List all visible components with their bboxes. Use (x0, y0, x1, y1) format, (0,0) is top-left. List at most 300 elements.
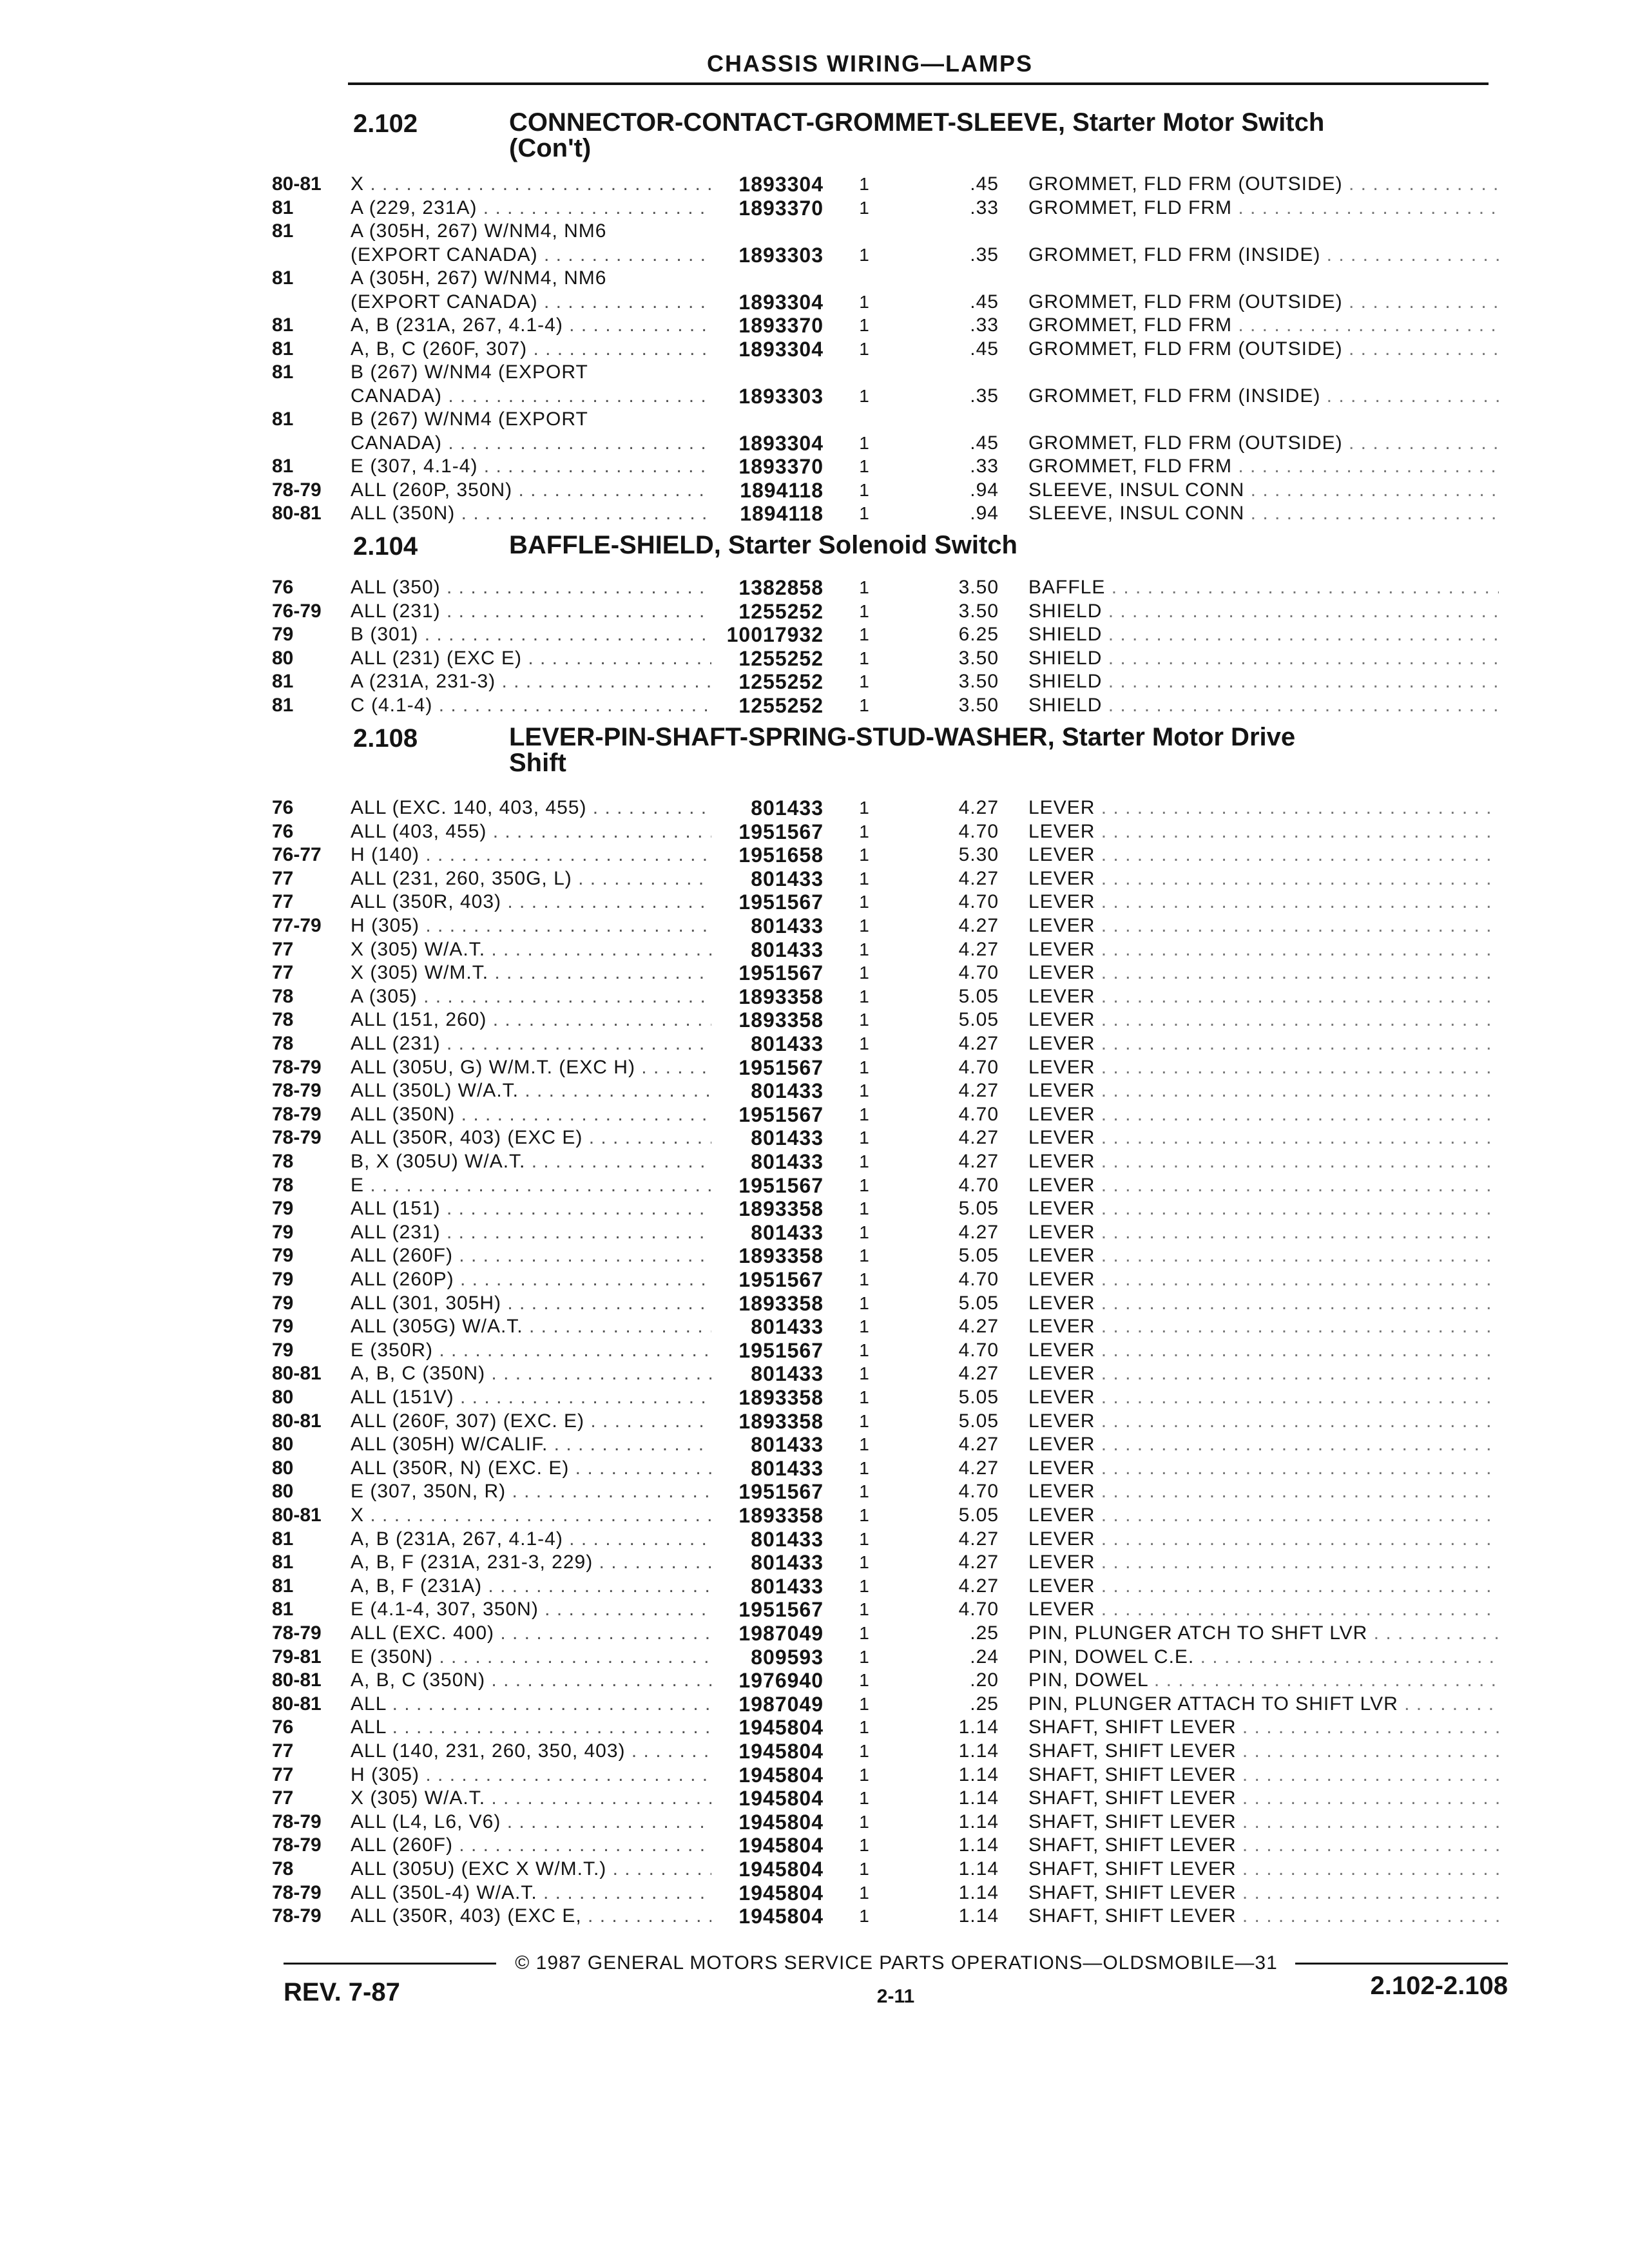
description: SHAFT, SHIFT LEVER . . . (1028, 1811, 1499, 1834)
quantity: 1 (859, 197, 869, 218)
table-row (0, 1386, 1629, 1409)
description: PIN, DOWEL C.E. . . . (1028, 1646, 1499, 1669)
application: A (229, 231A) . . . (351, 197, 711, 220)
table-row (0, 1528, 1629, 1551)
table-row (0, 502, 1629, 525)
quantity: 1 (859, 1269, 869, 1289)
model-years: 79 (272, 1198, 294, 1220)
table-row (0, 1056, 1629, 1079)
description: LEVER . . . (1028, 1315, 1499, 1338)
model-years: 77-79 (272, 915, 322, 936)
model-years: 76 (272, 577, 294, 598)
table-row (0, 1315, 1629, 1338)
price: .94 (970, 503, 999, 524)
application: ALL . . . (351, 1693, 711, 1716)
price: .24 (970, 1646, 999, 1667)
price: 4.70 (958, 891, 999, 913)
model-years: 80-81 (272, 1363, 322, 1385)
description: SHIELD . . . (1028, 694, 1499, 717)
quantity: 1 (859, 1151, 869, 1171)
part-number: 801433 (751, 1456, 824, 1480)
price: 4.27 (958, 1434, 999, 1456)
application: ALL (350R, N) (EXC. E) . . . (351, 1457, 711, 1480)
quantity: 1 (859, 845, 869, 865)
quantity: 1 (859, 601, 869, 621)
description: LEVER . . . (1028, 1528, 1499, 1551)
price: 4.70 (958, 1481, 999, 1503)
price: 4.27 (958, 915, 999, 936)
part-number: 1951658 (738, 843, 824, 867)
part-number: 1945804 (738, 1810, 824, 1834)
description: LEVER . . . (1028, 1457, 1499, 1480)
description: LEVER . . . (1028, 1575, 1499, 1598)
application: (EXPORT CANADA) . . . (351, 244, 711, 267)
price: .33 (970, 314, 999, 336)
part-number: 1255252 (738, 670, 824, 694)
price: 1.14 (958, 1763, 999, 1785)
model-years: 78-79 (272, 1056, 322, 1078)
application: ALL (231) . . . (351, 1221, 711, 1244)
description: GROMMET, FLD FRM (OUTSIDE) . . . (1028, 291, 1499, 314)
part-number: 801433 (751, 1220, 824, 1244)
model-years: 80 (272, 1457, 294, 1479)
description: LEVER . . . (1028, 1174, 1499, 1197)
application: X (305) W/M.T. . . . (351, 961, 711, 985)
application: ALL (350L-4) W/A.T. . . . (351, 1881, 711, 1905)
model-years: 78-79 (272, 1881, 322, 1903)
model-years: 79 (272, 1269, 294, 1290)
description: PIN, DOWEL . . . (1028, 1669, 1499, 1692)
application: A, B (231A, 267, 4.1-4) . . . (351, 314, 711, 337)
application: ALL (350R, 403) . . . (351, 890, 711, 914)
model-years: 81 (272, 1528, 294, 1550)
description: LEVER . . . (1028, 1386, 1499, 1409)
application: A (305) . . . (351, 985, 711, 1008)
price: 4.27 (958, 1316, 999, 1338)
model-years: 81 (272, 197, 294, 218)
table-row (0, 647, 1629, 670)
description: LEVER . . . (1028, 820, 1499, 843)
price: 1.14 (958, 1811, 999, 1832)
quantity: 1 (859, 1788, 869, 1809)
quantity: 1 (859, 1481, 869, 1502)
price: 4.70 (958, 1599, 999, 1620)
quantity: 1 (859, 1859, 869, 1879)
application: ALL (231, 260, 350G, L) . . . (351, 867, 711, 890)
quantity: 1 (859, 1175, 869, 1195)
description: BAFFLE . . . (1028, 576, 1499, 599)
description: LEVER . . . (1028, 985, 1499, 1008)
part-number: 1893358 (738, 1409, 824, 1433)
quantity: 1 (859, 1057, 869, 1077)
application: A, B, C (260F, 307) . . . (351, 338, 711, 361)
section-title (509, 724, 1501, 776)
table-row (0, 1126, 1629, 1149)
model-years: 79 (272, 1316, 294, 1338)
part-number: 801433 (751, 1362, 824, 1386)
part-number: 1893358 (738, 1244, 824, 1268)
price: .35 (970, 385, 999, 407)
model-years: 78-79 (272, 1905, 322, 1927)
application: ALL (231) . . . (351, 1032, 711, 1055)
model-years: 80 (272, 1481, 294, 1503)
quantity: 1 (859, 1599, 869, 1620)
table-row (0, 408, 1629, 431)
table-row (0, 1811, 1629, 1834)
application: ALL (305U, G) W/M.T. (EXC H) . . . (351, 1056, 711, 1079)
application: ALL (301, 305H) . . . (351, 1292, 711, 1315)
table-row (0, 267, 1629, 290)
table-row (0, 1858, 1629, 1881)
description: LEVER . . . (1028, 890, 1499, 914)
description: LEVER . . . (1028, 867, 1499, 890)
application: ALL (151) . . . (351, 1197, 711, 1220)
description: LEVER . . . (1028, 1268, 1499, 1291)
model-years: 77 (272, 1763, 294, 1785)
model-years: 78 (272, 1033, 294, 1054)
part-number: 801433 (751, 1574, 824, 1598)
section-title-main: BAFFLE-SHIELD, (509, 531, 721, 559)
description: LEVER . . . (1028, 938, 1499, 961)
part-number: 1945804 (738, 1858, 824, 1881)
model-years: 80-81 (272, 503, 322, 524)
table-row (0, 820, 1629, 843)
part-number: 801433 (751, 1315, 824, 1339)
application: A (305H, 267) W/NM4, NM6 (351, 220, 607, 242)
model-years: 78 (272, 1009, 294, 1031)
model-years: 77 (272, 1787, 294, 1809)
model-years: 81 (272, 671, 294, 693)
model-years: 77 (272, 867, 294, 889)
price: .25 (970, 1693, 999, 1715)
part-number: 1894118 (740, 478, 824, 502)
page-header: CHASSIS WIRING—LAMPS (706, 50, 1033, 77)
table-row (0, 796, 1629, 820)
table-row (0, 1504, 1629, 1527)
description: SHAFT, SHIFT LEVER . . . (1028, 1787, 1499, 1810)
table-row (0, 1150, 1629, 1173)
price: 5.05 (958, 1292, 999, 1314)
quantity: 1 (859, 1222, 869, 1242)
quantity: 1 (859, 244, 869, 265)
application: X (305) W/A.T. . . . (351, 938, 711, 961)
part-number: 1893304 (738, 290, 824, 314)
part-number: 1893303 (738, 384, 824, 408)
table-row (0, 338, 1629, 361)
quantity: 1 (859, 1882, 869, 1903)
quantity: 1 (859, 1434, 869, 1455)
price: 1.14 (958, 1858, 999, 1879)
quantity: 1 (859, 963, 869, 983)
price: 4.27 (958, 1151, 999, 1172)
description: SHIELD . . . (1028, 647, 1499, 670)
part-number: 1255252 (738, 599, 824, 623)
description: GROMMET, FLD FRM . . . (1028, 455, 1499, 478)
quantity: 1 (859, 671, 869, 692)
table-row (0, 1197, 1629, 1220)
table-row (0, 1740, 1629, 1763)
part-number: 1893358 (738, 1291, 824, 1315)
description: SHAFT, SHIFT LEVER . . . (1028, 1716, 1499, 1739)
application: ALL (151V) . . . (351, 1386, 711, 1409)
section-title-suffix: Starter Motor Switch (1072, 108, 1325, 137)
description: SHAFT, SHIFT LEVER . . . (1028, 1905, 1499, 1928)
application: H (305) . . . (351, 1763, 711, 1787)
part-number: 1255252 (738, 694, 824, 717)
description: SHAFT, SHIFT LEVER . . . (1028, 1763, 1499, 1787)
section-title-suffix: Starter Solenoid Switch (728, 531, 1017, 559)
description: LEVER . . . (1028, 1150, 1499, 1173)
application: X . . . (351, 173, 711, 196)
quantity: 1 (859, 1104, 869, 1124)
part-number: 10017932 (726, 623, 824, 647)
part-number: 809593 (751, 1645, 824, 1669)
part-number: 801433 (751, 867, 824, 890)
description: GROMMET, FLD FRM (OUTSIDE) . . . (1028, 338, 1499, 361)
model-years: 81 (272, 314, 294, 336)
application: B (267) W/NM4 (EXPORT (351, 408, 588, 430)
part-number: 1987049 (738, 1622, 824, 1645)
quantity: 1 (859, 1741, 869, 1761)
table-row (0, 1693, 1629, 1716)
description: LEVER . . . (1028, 1103, 1499, 1126)
quantity: 1 (859, 432, 869, 453)
part-number: 801433 (751, 1032, 824, 1055)
part-number: 1951567 (738, 1268, 824, 1291)
model-years: 78 (272, 985, 294, 1007)
part-number: 1951567 (738, 1055, 824, 1079)
part-number: 1951567 (738, 890, 824, 914)
part-number: 1893303 (738, 243, 824, 267)
section-title-suffix: Starter Motor Drive (1061, 723, 1296, 751)
description: GROMMET, FLD FRM . . . (1028, 314, 1499, 337)
section-number: 2.104 (353, 532, 418, 561)
description: GROMMET, FLD FRM (INSIDE) . . . (1028, 244, 1499, 267)
quantity: 1 (859, 1835, 869, 1856)
model-years: 79 (272, 1292, 294, 1314)
section-title-continued: (Con't) (509, 134, 592, 162)
table-row (0, 843, 1629, 867)
price: 3.50 (958, 600, 999, 622)
application: E (307, 4.1-4) . . . (351, 455, 711, 478)
quantity: 1 (859, 1575, 869, 1596)
price: .33 (970, 197, 999, 218)
application: B (267) W/NM4 (EXPORT (351, 361, 588, 383)
description: SHAFT, SHIFT LEVER . . . (1028, 1858, 1499, 1881)
model-years: 79 (272, 1221, 294, 1243)
quantity: 1 (859, 1811, 869, 1832)
quantity: 1 (859, 916, 869, 936)
application: ALL (350N) . . . (351, 502, 711, 525)
price: 4.70 (958, 1056, 999, 1078)
table-row (0, 1480, 1629, 1503)
part-number: 1951567 (738, 1338, 824, 1362)
quantity: 1 (859, 1623, 869, 1643)
price: 4.70 (958, 1174, 999, 1196)
table-row (0, 1669, 1629, 1692)
quantity: 1 (859, 1245, 869, 1266)
application: ALL . . . (351, 1716, 711, 1739)
quantity: 1 (859, 1198, 869, 1219)
table-row (0, 1598, 1629, 1621)
price: 3.50 (958, 695, 999, 716)
description: LEVER . . . (1028, 1008, 1499, 1032)
price: .45 (970, 173, 999, 195)
model-years: 80 (272, 1387, 294, 1408)
table-row (0, 385, 1629, 408)
application: A (231A, 231-3) . . . (351, 670, 711, 693)
description: SLEEVE, INSUL CONN . . . (1028, 479, 1499, 502)
table-row (0, 1834, 1629, 1857)
quantity: 1 (859, 1363, 869, 1384)
price: 1.14 (958, 1716, 999, 1738)
part-number: 1945804 (738, 1787, 824, 1811)
model-years: 80 (272, 1434, 294, 1456)
quantity: 1 (859, 174, 869, 194)
table-row (0, 623, 1629, 646)
description: LEVER . . . (1028, 1551, 1499, 1574)
model-years: 81 (272, 456, 294, 477)
application: ALL (260P, 350N) . . . (351, 479, 711, 502)
price: .20 (970, 1669, 999, 1691)
application: (EXPORT CANADA) . . . (351, 291, 711, 314)
price: .45 (970, 291, 999, 312)
price: 1.14 (958, 1881, 999, 1903)
application: CANADA) . . . (351, 432, 711, 455)
table-row (0, 1433, 1629, 1456)
application: ALL (350R, 403) (EXC E, . . . (351, 1905, 711, 1928)
description: LEVER . . . (1028, 1410, 1499, 1433)
quantity: 1 (859, 1316, 869, 1337)
price: 4.27 (958, 797, 999, 818)
section-range: 2.102-2.108 (1370, 1972, 1508, 2000)
price: 4.27 (958, 938, 999, 960)
quantity: 1 (859, 868, 869, 889)
application: C (4.1-4) . . . (351, 694, 711, 717)
part-number: 1951567 (738, 961, 824, 985)
quantity: 1 (859, 1340, 869, 1360)
description: LEVER . . . (1028, 1504, 1499, 1527)
application: A, B, C (350N) . . . (351, 1362, 711, 1385)
description: LEVER . . . (1028, 1197, 1499, 1220)
description: SHIELD . . . (1028, 600, 1499, 623)
price: 4.27 (958, 1528, 999, 1550)
description: LEVER . . . (1028, 843, 1499, 867)
quantity: 1 (859, 624, 869, 645)
table-row (0, 1103, 1629, 1126)
part-number: 1945804 (738, 1740, 824, 1763)
quantity: 1 (859, 456, 869, 476)
quantity: 1 (859, 1764, 869, 1785)
price: 1.14 (958, 1905, 999, 1927)
section-title (509, 532, 1501, 558)
part-number: 1893304 (738, 337, 824, 361)
model-years: 81 (272, 220, 294, 242)
application: A (305H, 267) W/NM4, NM6 (351, 267, 607, 289)
model-years: 79 (272, 1245, 294, 1267)
model-years: 81 (272, 1599, 294, 1620)
price: 5.05 (958, 1387, 999, 1408)
description: LEVER . . . (1028, 1480, 1499, 1503)
model-years: 78-79 (272, 1622, 322, 1644)
application: ALL (305U) (EXC X W/M.T.) . . . (351, 1858, 711, 1881)
model-years: 80-81 (272, 1504, 322, 1526)
part-number: 1893358 (738, 1504, 824, 1527)
quantity: 1 (859, 1457, 869, 1478)
table-row (0, 1763, 1629, 1787)
section-title-continued: Shift (509, 749, 566, 777)
price: 4.70 (958, 820, 999, 842)
model-years: 81 (272, 695, 294, 716)
model-years: 78 (272, 1174, 294, 1196)
part-number: 801433 (751, 1551, 824, 1575)
price: 5.05 (958, 1504, 999, 1526)
description: PIN, PLUNGER ATTACH TO SHIFT LVR . . . (1028, 1693, 1499, 1716)
model-years: 81 (272, 338, 294, 360)
quantity: 1 (859, 695, 869, 715)
application: X (305) W/A.T. . . . (351, 1787, 711, 1810)
quantity: 1 (859, 1717, 869, 1738)
footer-rule-right (1295, 1963, 1508, 1965)
application: A, B, C (350N) . . . (351, 1669, 711, 1692)
description: LEVER . . . (1028, 1079, 1499, 1102)
table-row (0, 291, 1629, 314)
price: .25 (970, 1622, 999, 1644)
description: GROMMET, FLD FRM (INSIDE) . . . (1028, 385, 1499, 408)
section-title (509, 110, 1501, 161)
table-row (0, 197, 1629, 220)
price: 4.70 (958, 1339, 999, 1361)
application: ALL (231) (EXC E) . . . (351, 647, 711, 670)
table-row (0, 1716, 1629, 1739)
model-years: 77 (272, 938, 294, 960)
table-row (0, 1575, 1629, 1598)
model-years: 76-79 (272, 600, 322, 622)
model-years: 80-81 (272, 1410, 322, 1432)
application: ALL (EXC. 140, 403, 455) . . . (351, 796, 711, 820)
part-number: 801433 (751, 1150, 824, 1173)
section-title-main: CONNECTOR-CONTACT-GROMMET-SLEEVE, (509, 108, 1065, 137)
page-number: 2-11 (876, 1986, 915, 2007)
description: SHIELD . . . (1028, 670, 1499, 693)
table-row (0, 694, 1629, 717)
table-row (0, 1410, 1629, 1433)
model-years: 78-79 (272, 1080, 322, 1102)
model-years: 81 (272, 361, 294, 383)
description: LEVER . . . (1028, 1339, 1499, 1362)
application: ALL (260F, 307) (EXC. E) . . . (351, 1410, 711, 1433)
quantity: 1 (859, 939, 869, 959)
quantity: 1 (859, 1293, 869, 1313)
part-number: 1951567 (738, 1480, 824, 1504)
price: 4.27 (958, 1221, 999, 1243)
table-row (0, 961, 1629, 985)
part-number: 801433 (751, 914, 824, 937)
model-years: 79-81 (272, 1646, 322, 1667)
price: 4.70 (958, 1103, 999, 1125)
part-number: 1255252 (738, 646, 824, 670)
table-row (0, 455, 1629, 478)
part-number: 1945804 (738, 1881, 824, 1905)
table-row (0, 1362, 1629, 1385)
part-number: 801433 (751, 1527, 824, 1551)
application: CANADA) . . . (351, 385, 711, 408)
table-row (0, 432, 1629, 455)
model-years: 78-79 (272, 479, 322, 501)
description: LEVER . . . (1028, 1292, 1499, 1315)
description: SHAFT, SHIFT LEVER . . . (1028, 1834, 1499, 1857)
part-number: 1893304 (738, 173, 824, 196)
